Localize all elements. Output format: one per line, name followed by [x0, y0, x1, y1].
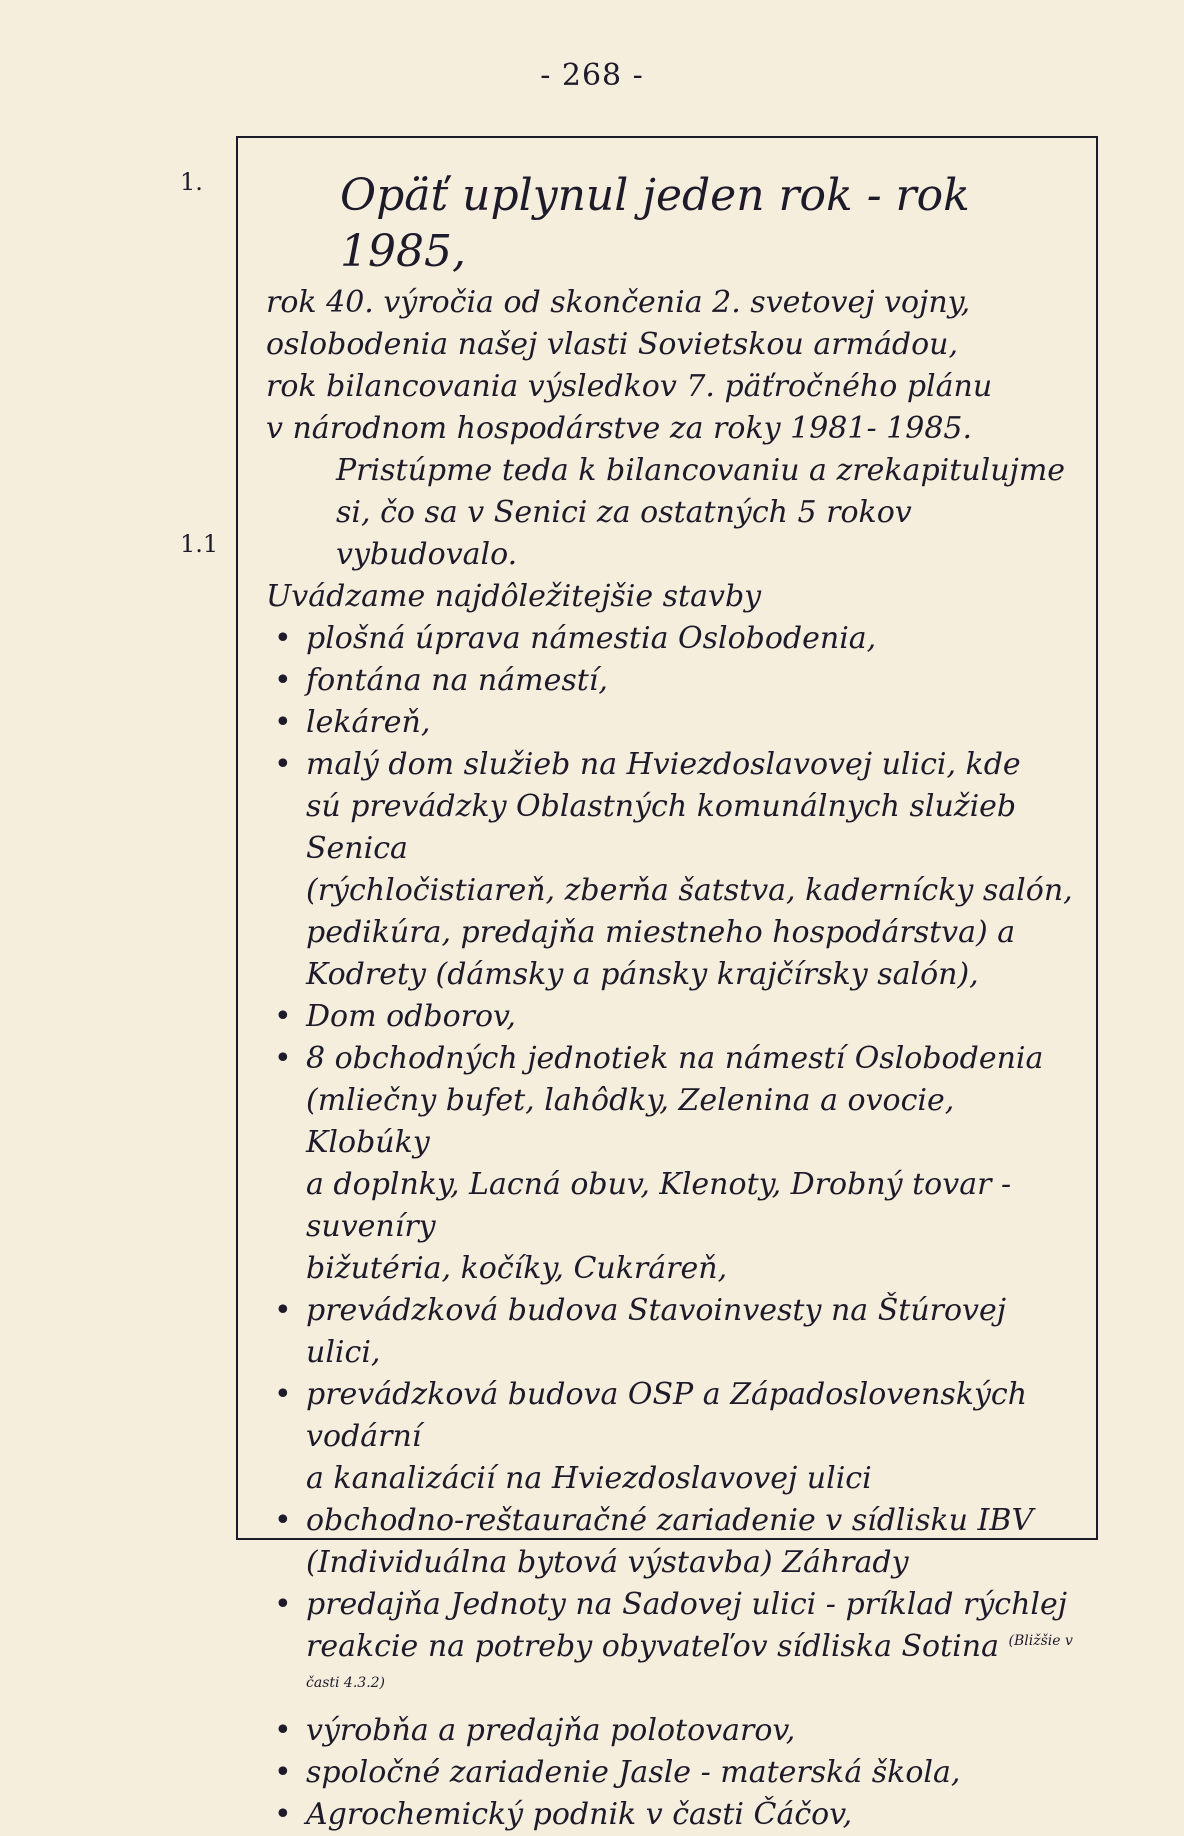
list-item — [266, 1500, 1086, 1584]
bullet-icon: • — [274, 999, 292, 1034]
bullet-icon: • — [274, 1377, 292, 1412]
list-item-text: 8 obchodných jednotiek na námestí Oslobodenia (mliečny bufet, lahôdky, Zelenina a ovocie, Klobúky a doplnky, Lacná obuv, Klenoty, Drobný tovar - suveníry bižutéria, kočíky, Cukráreň, — [306, 1041, 1044, 1286]
bullet-icon: • — [274, 1293, 292, 1328]
list-item-text: obchodno-reštauračné zariadenie v sídlisku IBV (Individuálna bytová výstavba) Záhrady — [306, 1503, 1034, 1580]
list-item-text: prevádzková budova OSP a Západoslovenských vodární a kanalizácií na Hviezdoslavovej ulici — [306, 1377, 1028, 1496]
bullet-icon: • — [274, 1503, 292, 1538]
intro-line: rok bilancovania výsledkov 7. päťročného plánu — [266, 369, 993, 404]
bullet-icon: • — [274, 1041, 292, 1076]
intro-line: rok 40. výročia od skončenia 2. svetovej vojny, — [266, 285, 971, 320]
list-item-text: prevádzková budova Stavoinvesty na Štúrovej ulici, — [306, 1293, 1007, 1370]
bullet-icon: • — [274, 621, 292, 656]
list-item — [266, 1374, 1086, 1500]
document-title: Opäť uplynul jeden rok - rok 1985, — [340, 170, 970, 277]
list-item — [266, 618, 1086, 660]
list-item-text: Agrochemický podnik v časti Čáčov, — [306, 1797, 853, 1832]
list-item — [266, 1584, 1086, 1710]
list-item-text: spoločné zariadenie Jasle - materská škola, — [306, 1755, 961, 1790]
document-content — [266, 168, 1086, 1836]
list-item-text: fontána na námestí, — [306, 663, 608, 698]
page-number: - 268 - — [540, 58, 644, 93]
intro-line: oslobodenia našej vlasti Sovietskou armádou, — [266, 327, 959, 362]
building-list — [266, 618, 1086, 1836]
list-item — [266, 660, 1086, 702]
list-item-text: plošná úprava námestia Oslobodenia, — [306, 621, 877, 656]
list-item-text: výrobňa a predajňa polotovarov, — [306, 1713, 796, 1748]
list-item — [266, 1038, 1086, 1290]
list-item — [266, 1752, 1086, 1794]
list-item-text: malý dom služieb na Hviezdoslavovej ulici, kde sú prevádzky Oblastných komunálnych služieb Senica (rýchločistiareň, zberňa šatstva, kadernícky salón, pedikúra, predajňa miestneho hospodárstva) a Kodrety (dámsky a pánsky krajčírsky salón), — [306, 747, 1073, 992]
intro-line: v národnom hospodárstve za roky 1981- 1985. — [266, 411, 973, 446]
list-item-text: predajňa Jednoty na Sadovej ulici - príklad rýchlej reakcie na potreby obyvateľov sídliska Sotina — [306, 1587, 1068, 1664]
paragraph-line: Uvádzame najdôležitejšie stavby — [266, 579, 762, 614]
list-item — [266, 744, 1086, 996]
bullet-icon: • — [274, 1713, 292, 1748]
list-item-text: Dom odborov, — [306, 999, 516, 1034]
list-item — [266, 1290, 1086, 1374]
bullet-icon: • — [274, 747, 292, 782]
list-item-text: lekáreň, — [306, 705, 431, 740]
section-number: 1. — [180, 168, 203, 196]
paragraph-line: Pristúpme teda k bilancovaniu a zrekapitulujme si, čo sa v Senici za ostatných 5 rokov vybudovalo. — [336, 453, 1066, 572]
bullet-icon: • — [274, 705, 292, 740]
list-item — [266, 702, 1086, 744]
list-item — [266, 1710, 1086, 1752]
list-item — [266, 1794, 1086, 1836]
cross-reference-note: (Bližšie v časti 4.3.2) — [306, 1633, 1073, 1691]
bullet-icon: • — [274, 1755, 292, 1790]
bullet-icon: • — [274, 1587, 292, 1622]
subsection-number: 1.1 — [180, 530, 219, 558]
list-item — [266, 996, 1086, 1038]
bullet-icon: • — [274, 663, 292, 698]
bullet-icon: • — [274, 1797, 292, 1832]
